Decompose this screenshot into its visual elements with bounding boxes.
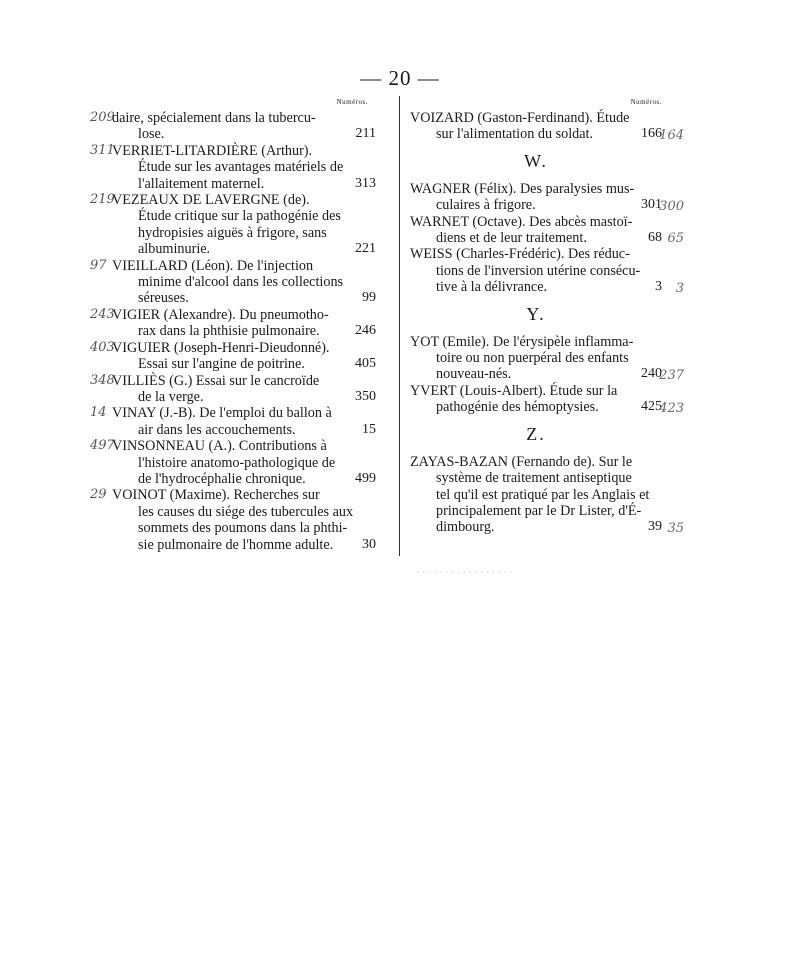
entry-number: 240 — [641, 366, 662, 382]
index-entry — [90, 257, 376, 307]
entry-author-line: VINAY (J.-B). De l'emploi du ballon à — [112, 405, 332, 422]
index-entry — [90, 372, 376, 406]
column-divider — [399, 96, 400, 556]
entry-author-line: VIGUIER (Joseph-Henri-Dieudonné). — [112, 339, 330, 356]
handwritten-annotation: 65 — [667, 231, 684, 247]
entry-text-line: air dans les accouchements. — [138, 421, 296, 438]
entry-author-line: YVERT (Louis-Albert). Étude sur la — [410, 382, 618, 399]
index-entry — [90, 405, 376, 438]
entry-text-line: sie pulmonaire de l'homme adulte. — [138, 536, 334, 553]
entry-text-line: Étude critique sur la pathogénie des — [138, 208, 341, 225]
entry-text-line: lose. — [138, 126, 165, 143]
entry-number: 15 — [362, 421, 376, 437]
entry-text-line: pathogénie des hémoptysies. — [436, 399, 599, 416]
entry-text-line: principalement par le Dr Lister, d'É- — [436, 502, 642, 519]
entry-number: 68 — [648, 230, 662, 246]
handwritten-annotation: 97 — [90, 257, 107, 273]
handwritten-annotation: 35 — [667, 520, 684, 536]
entry-text-line: diens et de leur traitement. — [436, 230, 587, 247]
entry-text-line: toire ou non puerpéral des enfants — [436, 350, 629, 367]
entry-text-line: tel qu'il est pratiqué par les Anglais et — [436, 486, 650, 503]
page-number: — 20 — — [360, 66, 440, 90]
entry-number: 499 — [355, 470, 376, 486]
handwritten-annotation: 3 — [675, 280, 684, 296]
entry-number: 246 — [355, 323, 376, 339]
handwritten-annotation: 237 — [659, 367, 684, 383]
entry-author-line: WAGNER (Félix). Des paralysies mus- — [410, 180, 635, 197]
index-entry — [410, 453, 684, 536]
numeros-header: Numéros. — [336, 98, 368, 106]
entry-author-line: VEZEAUX DE LAVERGNE (de). — [112, 192, 310, 209]
entry-author-line: YOT (Emile). De l'érysipèle inflamma- — [410, 333, 634, 350]
handwritten-annotation: 219 — [90, 192, 115, 208]
entry-author-line: WARNET (Octave). Des abcès mastoï- — [410, 213, 633, 230]
entry-author-line: VOIZARD (Gaston-Ferdinand). Étude — [410, 110, 630, 126]
right-entries — [410, 110, 684, 536]
entry-text-line: tive à la délivrance. — [436, 279, 548, 296]
entry-number: 425 — [641, 399, 662, 415]
section-letter: Y. — [526, 303, 546, 324]
handwritten-annotation: 311 — [90, 142, 115, 158]
entry-number: 166 — [641, 126, 662, 142]
left-entries — [90, 110, 376, 553]
index-entry — [90, 487, 376, 553]
entry-text-line: l'histoire anatomo-pathologique de — [138, 454, 336, 471]
entry-author-line: daire, spécialement dans la tubercu- — [112, 110, 316, 126]
index-entry — [90, 306, 376, 340]
handwritten-annotation: 243 — [90, 306, 115, 322]
handwritten-annotation: 403 — [90, 339, 115, 355]
numeros-header: Numéros. — [630, 98, 662, 106]
left-column — [90, 98, 376, 553]
entry-author-line: VIEILLARD (Léon). De l'injection — [112, 257, 314, 274]
entry-text-line: Étude sur les avantages matériels de — [138, 159, 344, 176]
entry-number: 99 — [362, 290, 376, 306]
handwritten-annotation: 348 — [90, 372, 115, 388]
entry-text-line: tions de l'inversion utérine consécu- — [436, 262, 641, 279]
handwritten-annotation: 164 — [659, 127, 684, 143]
entry-text-line: sommets des poumons dans la phthi- — [138, 520, 348, 537]
index-entry — [410, 180, 684, 214]
handwritten-annotation: 29 — [90, 487, 107, 503]
index-entry — [410, 213, 684, 247]
entry-author-line: VILLIÈS (G.) Essai sur le cancroïde — [112, 372, 320, 389]
entry-author-line: VINSONNEAU (A.). Contributions à — [112, 438, 327, 455]
entry-number: 221 — [355, 241, 376, 257]
entry-text-line: de la verge. — [138, 388, 204, 405]
entry-text-line: séreuses. — [138, 290, 189, 307]
index-entry — [410, 110, 684, 143]
entry-text-line: Essai sur l'angine de poitrine. — [138, 356, 305, 373]
entry-number: 301 — [641, 197, 662, 213]
index-entry — [90, 110, 376, 143]
index-entry — [410, 382, 684, 416]
entry-text-line: hydropisies aiguës à frigore, sans — [138, 224, 327, 241]
entry-number: 350 — [355, 388, 376, 404]
entry-number: 405 — [355, 356, 376, 372]
bleed-through-text: · · · · · · · · · · · · · · · · · — [416, 568, 513, 579]
entry-author-line: ZAYAS-BAZAN (Fernando de). Sur le — [410, 453, 633, 470]
entry-text-line: de l'hydrocéphalie chronique. — [138, 470, 306, 487]
index-entry — [410, 246, 684, 296]
section-letter: W. — [524, 150, 548, 171]
index-entry — [410, 333, 684, 383]
entry-number: 313 — [355, 175, 376, 191]
entry-author-line: VIGIER (Alexandre). Du pneumotho- — [112, 306, 329, 323]
entry-number: 3 — [655, 279, 662, 295]
section-letter: Z. — [526, 423, 546, 444]
entry-number: 30 — [362, 536, 376, 552]
handwritten-annotation: 300 — [659, 198, 684, 214]
index-entry — [90, 192, 376, 258]
handwritten-annotation: 423 — [659, 400, 684, 416]
index-entry — [90, 438, 376, 487]
entry-number: 39 — [648, 519, 662, 535]
entry-author-line: WEISS (Charles-Frédéric). Des réduc- — [410, 246, 630, 263]
entry-author-line: VOINOT (Maxime). Recherches sur — [112, 487, 320, 504]
handwritten-annotation: 209 — [90, 110, 115, 125]
entry-text-line: rax dans la phthisie pulmonaire. — [138, 323, 320, 340]
right-column — [410, 98, 684, 536]
index-entry — [90, 142, 376, 192]
entry-text-line: sur l'alimentation du soldat. — [436, 126, 594, 143]
entry-text-line: dimbourg. — [436, 519, 495, 536]
entry-text-line: minime d'alcool dans les collections — [138, 274, 344, 291]
index-entry — [90, 339, 376, 373]
entry-text-line: nouveau-nés. — [436, 366, 512, 383]
entry-text-line: système de traitement antiseptique — [436, 470, 632, 487]
entry-text-line: les causes du siége des tubercules aux — [138, 503, 354, 520]
handwritten-annotation: 497 — [90, 438, 115, 454]
entry-number: 211 — [355, 126, 376, 142]
handwritten-annotation: 14 — [90, 405, 107, 421]
entry-author-line: VERRIET-LITARDIÈRE (Arthur). — [112, 142, 313, 159]
entry-text-line: albuminurie. — [138, 241, 211, 258]
entry-text-line: culaires à frigore. — [436, 197, 536, 214]
entry-text-line: l'allaitement maternel. — [138, 175, 265, 192]
